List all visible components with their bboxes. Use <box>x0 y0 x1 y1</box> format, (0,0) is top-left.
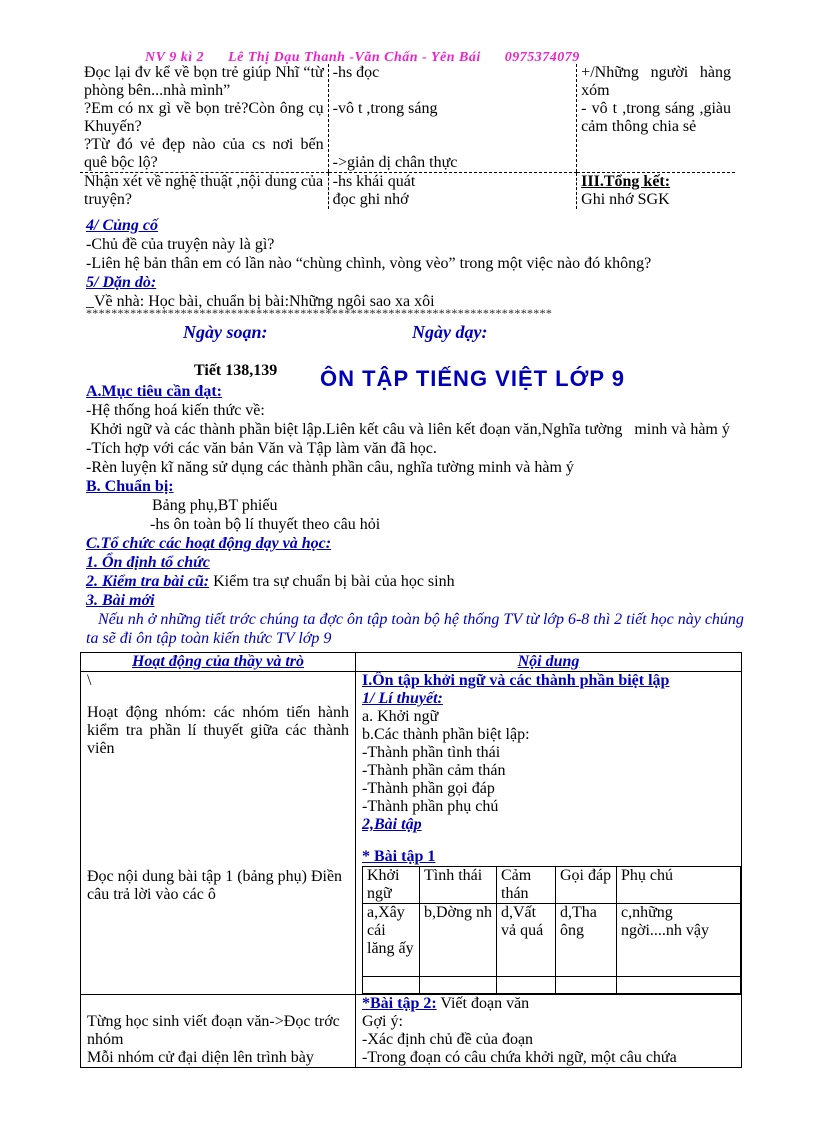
table-row <box>81 672 742 995</box>
lesson-table-continued <box>80 64 735 209</box>
lesson-plan-body: A.Mục tiêu cần đạt: -Hệ thống hoá kiến thức về: Khởi ngữ và các thành phần biệt lập.Liên kết câu và liên kết đoạn văn,Nghĩa tường minh và hàm ý -Tích hợp với các văn bản Văn và Tập làm văn đã học. -Rèn luyện kĩ năng sử dụng các thành phần câu, nghĩa tường minh và hàm ý B. Chuẩn bị: Bảng phụ,BT phiếu -hs ôn toàn bộ lí thuyết theo câu hỏi C.Tổ chức các hoạt động dạy và học: 1. Ổn định tổ chức 2. Kiểm tra bài cũ: Kiểm tra sự chuẩn bị bài của học sinh 3. Bài mới Nếu nh ở những tiết trớc chúng ta đợc ôn tập toàn bộ hệ thống TV từ lớp 6-8 thì 2 tiết học này chúng ta sẽ đi ôn tập toàn kiến thức TV lớp 9 <box>86 382 750 648</box>
lesson-intro: Nếu nh ở những tiết trớc chúng ta đợc ôn tập toàn bộ hệ thống TV từ lớp 6-8 thì 2 tiết học này chúng ta sẽ đi ôn tập toàn kiến thức TV lớp 9 <box>86 611 744 647</box>
lesson-period: Tiết 138,139 <box>194 362 278 379</box>
objectives-heading: A.Mục tiêu cần đạt: <box>86 383 222 400</box>
section-heading: 5/ Dặn dò: <box>86 274 157 291</box>
table-cell: Đọc lại đv kể về bọn trẻ giúp Nhĩ “từ phòng bên...nhà mình” ?Em có nx gì về bọn trẻ?Còn ông cụ Khuyến? ?Từ đó vẻ đẹp nào của cs nơi bến quê bộc lộ? <box>80 64 328 173</box>
preparation-heading: B. Chuẩn bị: <box>86 478 174 495</box>
activity-table <box>80 652 742 1068</box>
table-header-row <box>81 653 742 672</box>
table-cell: +/Những người hàng xóm - vô t ,trong sáng ,giàu cảm thông chia sẻ <box>577 64 735 173</box>
header-content: Nội dung <box>356 653 742 672</box>
organization-heading: C.Tổ chức các hoạt động dạy và học: <box>86 535 332 552</box>
table-cell: -hs đọc -vô t ,trong sáng ->giản dị chân thực <box>328 64 577 173</box>
section-heading: 4/ Củng cố <box>86 217 159 234</box>
table-row: Khởi ngữ Tình thái Cảm thán Gọi đáp Phụ chú <box>363 867 741 904</box>
section-heading: I.Ôn tập khởi ngữ và các thành phần biệt lập <box>362 672 670 689</box>
table-row <box>81 995 742 1068</box>
table-row: a,Xây cái lăng ấy b,Dờng nh d,Vất vả quá d,Tha ông c,những ngời....nh vậy <box>363 904 741 977</box>
summary-heading: III.Tổng kết: <box>581 173 671 190</box>
table-cell: III.Tổng kết: Ghi nhớ SGK <box>577 173 735 210</box>
table-cell: I.Ôn tập khởi ngữ và các thành phần biệt lập 1/ Lí thuyết: a. Khởi ngữ b.Các thành phần biệt lập: -Thành phần tình thái -Thành phần cảm thán -Thành phần gọi đáp -Thành phần phụ chú 2,Bài tập * Bài tập 1 Khởi ngữ Tình thái Cảm thán Gọi đáp Phụ chú a,Xây cái lăng ấy b,Dờng nh d,Vất vả quá d,Tha ông c,những ngời....nh vậy <box>356 672 742 995</box>
date-taught: Ngày dạy: <box>412 322 488 342</box>
table-cell: Nhận xét về nghệ thuật ,nội dung của truyện? <box>84 173 324 208</box>
table-cell: Từng học sinh viết đoạn văn->Đọc trớc nhóm Mỗi nhóm cử đại diện lên trình bày <box>81 995 356 1068</box>
section-consolidation: 4/ Củng cố -Chủ đề của truyện này là gì? -Liên hệ bản thân em có lần nào “chùng chình, vòng vèo” trong một việc nào đó không? 5/ Dặn dò: _Về nhà: Học bài, chuẩn bị bài:Những ngôi sao xa xôi <box>86 216 746 311</box>
header-course: NV 9 kì 2 <box>145 50 205 65</box>
table-row <box>80 173 735 210</box>
table-cell: \ Hoạt động nhóm: các nhóm tiến hành kiểm tra phần lí thuyết giữa các thành viên Đọc nội dung bài tập 1 (bảng phụ) Điền câu trả lời vào các ô <box>81 672 356 995</box>
date-prepared: Ngày soạn: <box>183 322 268 342</box>
table-row <box>80 64 735 173</box>
exercise-table <box>362 866 741 994</box>
table-row <box>363 977 741 994</box>
header-author: Lê Thị Dạu Thanh -Văn Chấn - Yên Bái <box>228 50 481 65</box>
table-cell: -hs khái quát đọc ghi nhớ <box>328 173 577 210</box>
lesson-title: ÔN TẬP TIẾNG VIỆT LỚP 9 <box>320 366 626 391</box>
header-activities: Hoạt động của thầy và trò <box>81 653 356 672</box>
table-cell: *Bài tập 2: Viết đoạn văn Gợi ý: -Xác định chủ đề của đoạn -Trong đoạn có câu chứa khởi ngữ, một câu chứa <box>356 995 742 1068</box>
header-phone: 0975374079 <box>504 50 580 65</box>
divider: ************************************************************************** <box>86 306 553 320</box>
